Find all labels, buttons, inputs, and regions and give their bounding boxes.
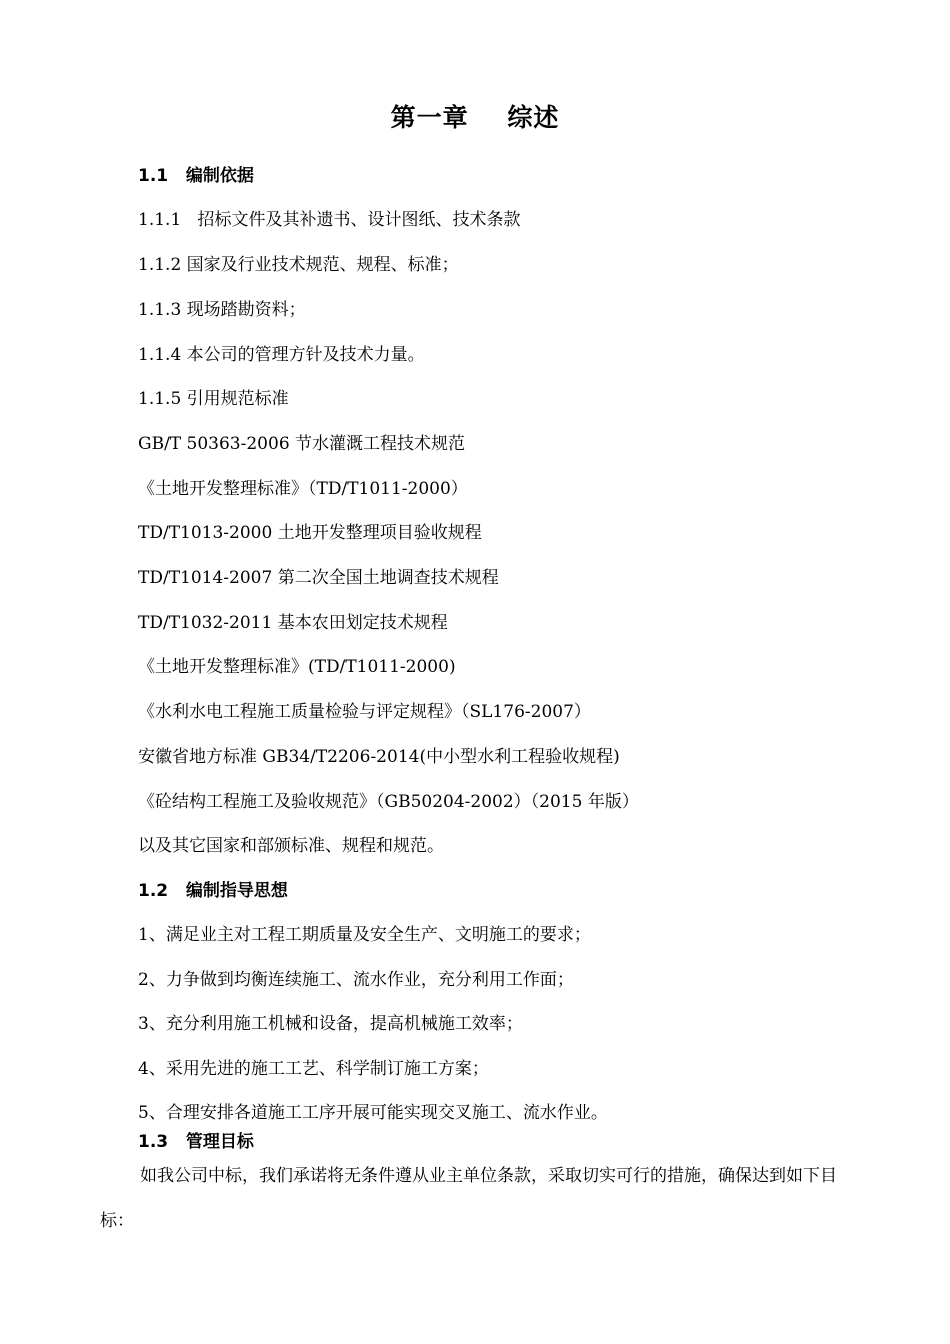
list-item: 5、合理安排各道施工工序开展可能实现交叉施工、流水作业。 xyxy=(138,1103,608,1123)
list-item: 1.1.4 本公司的管理方针及技术力量。 xyxy=(138,345,425,365)
list-item: 1.1.3 现场踏勘资料； xyxy=(138,300,306,320)
section-heading: 1.1 编制依据 xyxy=(138,166,254,186)
section-heading: 1.2 编制指导思想 xyxy=(138,881,288,901)
list-item: 安徽省地方标准 GB34/T2206-2014(中小型水利工程验收规程) xyxy=(138,747,620,767)
list-item: 2、力争做到均衡连续施工、流水作业，充分利用工作面； xyxy=(138,970,574,990)
list-item: TD/T1014-2007 第二次全国土地调查技术规程 xyxy=(138,568,499,588)
list-item: GB/T 50363-2006 节水灌溉工程技术规范 xyxy=(138,434,466,454)
list-item: 《水利水电工程施工质量检验与评定规程》（SL176-2007） xyxy=(138,702,591,722)
list-item: 以及其它国家和部颁标准、规程和规范。 xyxy=(138,836,444,856)
list-item: 《土地开发整理标准》(TD/T1011-2000) xyxy=(138,657,456,677)
list-item: 1、满足业主对工程工期质量及安全生产、文明施工的要求； xyxy=(138,925,591,945)
list-item: TD/T1032-2011 基本农田划定技术规程 xyxy=(138,613,448,633)
list-item: 4、采用先进的施工工艺、科学制订施工方案； xyxy=(138,1059,489,1079)
list-item: 3、充分利用施工机械和设备，提高机械施工效率； xyxy=(138,1014,523,1034)
section-heading: 1.3 管理目标 xyxy=(138,1132,254,1152)
list-item: 《土地开发整理标准》（TD/T1011-2000） xyxy=(138,479,468,499)
list-item: 《砼结构工程施工及验收规范》（GB50204-2002）（2015 年版） xyxy=(138,792,639,812)
list-item: 1.1.1 招标文件及其补遗书、设计图纸、技术条款 xyxy=(138,210,521,230)
chapter-title: 第一章 综述 xyxy=(390,103,560,132)
list-item: 1.1.2 国家及行业技术规范、规程、标准； xyxy=(138,255,459,275)
list-item: TD/T1013-2000 土地开发整理项目验收规程 xyxy=(138,523,482,543)
paragraph: 如我公司中标，我们承诺将无条件遵从业主单位条款，采取切实可行的措施，确保达到如下目标： xyxy=(100,1166,837,1231)
list-item: 1.1.5 引用规范标准 xyxy=(138,389,289,409)
